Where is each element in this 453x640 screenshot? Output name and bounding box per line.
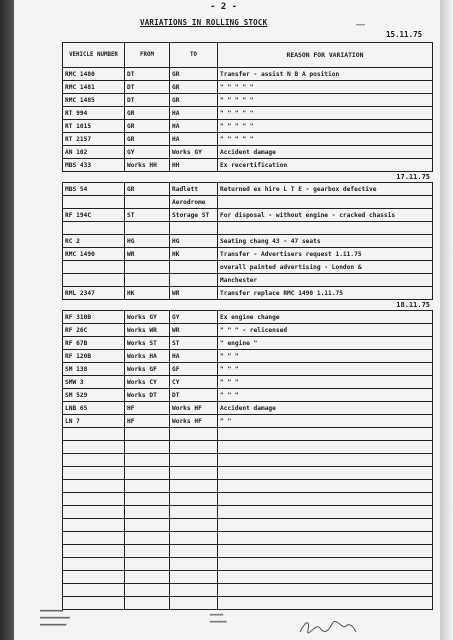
cell-vehicle-number bbox=[63, 261, 125, 274]
cell-reason: Accident damage bbox=[218, 402, 433, 415]
header-to: TO bbox=[170, 43, 218, 68]
table-row bbox=[63, 146, 433, 159]
cell-from: HG bbox=[125, 235, 170, 248]
cell-from: GR bbox=[125, 133, 170, 146]
cell-vehicle-number bbox=[63, 545, 125, 558]
table-row bbox=[63, 261, 433, 274]
cell-reason: Ex recertification bbox=[218, 159, 433, 172]
date-spacer bbox=[63, 172, 218, 183]
table-row bbox=[63, 94, 433, 107]
section-date: 18.11.75 bbox=[218, 300, 433, 311]
cell-from: Works HH bbox=[125, 159, 170, 172]
cell-to: HA bbox=[170, 120, 218, 133]
cell-to: CY bbox=[170, 376, 218, 389]
cell-reason bbox=[218, 506, 433, 519]
table-row bbox=[63, 235, 433, 248]
cell-from bbox=[125, 571, 170, 584]
cell-reason: " " " " " bbox=[218, 107, 433, 120]
cell-vehicle-number bbox=[63, 480, 125, 493]
table-row bbox=[63, 274, 433, 287]
cell-to bbox=[170, 274, 218, 287]
cell-reason bbox=[218, 545, 433, 558]
cell-from: GR bbox=[125, 120, 170, 133]
page-number: - 2 - bbox=[210, 2, 238, 12]
cell-to bbox=[170, 454, 218, 467]
cell-from: Works CY bbox=[125, 376, 170, 389]
header-from: FROM bbox=[125, 43, 170, 68]
cell-to bbox=[170, 222, 218, 235]
cell-vehicle-number: RT 994 bbox=[63, 107, 125, 120]
cell-from bbox=[125, 467, 170, 480]
cell-to bbox=[170, 597, 218, 610]
cell-from: Works ST bbox=[125, 337, 170, 350]
cell-from: HF bbox=[125, 415, 170, 428]
cell-reason: " " " bbox=[218, 363, 433, 376]
cell-vehicle-number bbox=[63, 584, 125, 597]
table-row bbox=[63, 248, 433, 261]
cell-to bbox=[170, 506, 218, 519]
cell-to: HG bbox=[170, 235, 218, 248]
cell-to: GF bbox=[170, 363, 218, 376]
cell-to: DT bbox=[170, 389, 218, 402]
cell-vehicle-number bbox=[63, 196, 125, 209]
cell-from bbox=[125, 441, 170, 454]
cell-from bbox=[125, 519, 170, 532]
table-row bbox=[63, 376, 433, 389]
cell-vehicle-number: AN 102 bbox=[63, 146, 125, 159]
cell-from bbox=[125, 597, 170, 610]
table-row bbox=[63, 222, 433, 235]
cell-reason bbox=[218, 428, 433, 441]
cell-vehicle-number: RMC 1481 bbox=[63, 81, 125, 94]
table-row bbox=[63, 571, 433, 584]
cell-from: GY bbox=[125, 146, 170, 159]
cell-from: GR bbox=[125, 183, 170, 196]
cell-reason bbox=[218, 571, 433, 584]
table-row bbox=[63, 467, 433, 480]
table-row bbox=[63, 506, 433, 519]
table-row bbox=[63, 493, 433, 506]
cell-from: Works DT bbox=[125, 389, 170, 402]
scan-edge-right bbox=[440, 0, 453, 640]
cell-from: DT bbox=[125, 81, 170, 94]
cell-to: HA bbox=[170, 350, 218, 363]
header-reason: REASON FOR VARIATION bbox=[218, 43, 433, 68]
cell-reason: " " " - relicensed bbox=[218, 324, 433, 337]
cell-reason: " engine " bbox=[218, 337, 433, 350]
cell-reason: For disposal - without engine - cracked chassis bbox=[218, 209, 433, 222]
cell-vehicle-number: RF 194C bbox=[63, 209, 125, 222]
cell-vehicle-number: RF 26C bbox=[63, 324, 125, 337]
cell-to: Aerodrome bbox=[170, 196, 218, 209]
faded-stamp: ▬▬▬ bbox=[356, 22, 366, 28]
cell-reason bbox=[218, 493, 433, 506]
cell-from bbox=[125, 261, 170, 274]
cell-to bbox=[170, 428, 218, 441]
cell-to: WR bbox=[170, 287, 218, 300]
cell-to: HA bbox=[170, 133, 218, 146]
cell-reason: " " " bbox=[218, 376, 433, 389]
cell-to bbox=[170, 261, 218, 274]
table-row bbox=[63, 454, 433, 467]
cell-vehicle-number: RMC 1480 bbox=[63, 68, 125, 81]
table-row bbox=[63, 519, 433, 532]
cell-reason: Seating chang 43 - 47 seats bbox=[218, 235, 433, 248]
cell-from bbox=[125, 454, 170, 467]
table-row bbox=[63, 324, 433, 337]
cell-vehicle-number: MBS 433 bbox=[63, 159, 125, 172]
cell-to bbox=[170, 584, 218, 597]
cell-reason bbox=[218, 532, 433, 545]
date-spacer bbox=[63, 300, 218, 311]
faded-signatory-text: ▬▬▬▬ ▬▬▬▬▬ bbox=[210, 612, 227, 625]
cell-to bbox=[170, 532, 218, 545]
cell-from: HK bbox=[125, 287, 170, 300]
table-row bbox=[63, 558, 433, 571]
cell-to: GY bbox=[170, 311, 218, 324]
cell-to: HH bbox=[170, 159, 218, 172]
cell-from: Works HA bbox=[125, 350, 170, 363]
cell-reason bbox=[218, 454, 433, 467]
cell-reason: Transfer - assist N B A position bbox=[218, 68, 433, 81]
cell-reason: Transfer - Advertisers request 1.11.75 bbox=[218, 248, 433, 261]
document-date: 15.11.75 bbox=[386, 30, 423, 39]
cell-vehicle-number bbox=[63, 454, 125, 467]
cell-from bbox=[125, 558, 170, 571]
cell-from: Works WR bbox=[125, 324, 170, 337]
cell-vehicle-number: LN 7 bbox=[63, 415, 125, 428]
cell-vehicle-number bbox=[63, 519, 125, 532]
cell-vehicle-number bbox=[63, 428, 125, 441]
cell-to bbox=[170, 519, 218, 532]
cell-vehicle-number: RT 1015 bbox=[63, 120, 125, 133]
cell-vehicle-number bbox=[63, 222, 125, 235]
document-title: VARIATIONS IN ROLLING STOCK bbox=[140, 18, 268, 27]
cell-vehicle-number: SMW 3 bbox=[63, 376, 125, 389]
rolling-stock-table bbox=[62, 42, 433, 610]
cell-vehicle-number bbox=[63, 441, 125, 454]
table-row bbox=[63, 68, 433, 81]
cell-reason: " " " bbox=[218, 350, 433, 363]
table-row bbox=[63, 363, 433, 376]
cell-from: GR bbox=[125, 107, 170, 120]
cell-vehicle-number: MBS 54 bbox=[63, 183, 125, 196]
cell-from: WR bbox=[125, 248, 170, 261]
cell-reason bbox=[218, 441, 433, 454]
cell-to bbox=[170, 467, 218, 480]
cell-to bbox=[170, 480, 218, 493]
table-row bbox=[63, 311, 433, 324]
cell-vehicle-number: RC 2 bbox=[63, 235, 125, 248]
cell-from bbox=[125, 584, 170, 597]
cell-vehicle-number bbox=[63, 467, 125, 480]
cell-vehicle-number: SM 138 bbox=[63, 363, 125, 376]
table-row bbox=[63, 532, 433, 545]
header-vehicle-number: VEHICLE NUMBER bbox=[63, 43, 125, 68]
cell-to: Works GY bbox=[170, 146, 218, 159]
cell-reason bbox=[218, 597, 433, 610]
cell-reason: Returned ex hire L T E - gearbox defective bbox=[218, 183, 433, 196]
cell-to: GR bbox=[170, 81, 218, 94]
cell-from bbox=[125, 274, 170, 287]
cell-reason: Ex engine change bbox=[218, 311, 433, 324]
handwritten-signature bbox=[298, 616, 358, 636]
faded-footer-text: ▬▬▬▬▬▬▬ ▬▬▬▬▬▬▬▬▬ ▬▬▬▬▬▬▬▬ bbox=[40, 608, 70, 628]
cell-reason bbox=[218, 480, 433, 493]
table-row bbox=[63, 350, 433, 363]
cell-from: HF bbox=[125, 402, 170, 415]
table-row bbox=[63, 107, 433, 120]
table-row bbox=[63, 480, 433, 493]
table-row bbox=[63, 300, 433, 311]
cell-reason: Accident damage bbox=[218, 146, 433, 159]
cell-vehicle-number bbox=[63, 597, 125, 610]
table-row bbox=[63, 597, 433, 610]
cell-to bbox=[170, 493, 218, 506]
cell-reason: " " " " " bbox=[218, 120, 433, 133]
table-row bbox=[63, 120, 433, 133]
table-row bbox=[63, 428, 433, 441]
table-row bbox=[63, 81, 433, 94]
cell-reason bbox=[218, 196, 433, 209]
cell-reason bbox=[218, 558, 433, 571]
cell-from: DT bbox=[125, 68, 170, 81]
table-row bbox=[63, 209, 433, 222]
cell-vehicle-number: RMC 1490 bbox=[63, 248, 125, 261]
cell-to bbox=[170, 558, 218, 571]
cell-reason bbox=[218, 584, 433, 597]
cell-reason bbox=[218, 222, 433, 235]
cell-vehicle-number: RML 2347 bbox=[63, 287, 125, 300]
table-row bbox=[63, 402, 433, 415]
cell-from bbox=[125, 532, 170, 545]
cell-to: Works HF bbox=[170, 402, 218, 415]
table-row bbox=[63, 415, 433, 428]
scan-shadow-left bbox=[0, 0, 14, 640]
cell-to bbox=[170, 545, 218, 558]
cell-from: Works GF bbox=[125, 363, 170, 376]
table-row bbox=[63, 545, 433, 558]
cell-vehicle-number: RMC 1485 bbox=[63, 94, 125, 107]
cell-vehicle-number: RF 67B bbox=[63, 337, 125, 350]
cell-vehicle-number bbox=[63, 274, 125, 287]
cell-from: Works GY bbox=[125, 311, 170, 324]
table-row bbox=[63, 389, 433, 402]
cell-from bbox=[125, 506, 170, 519]
cell-vehicle-number bbox=[63, 506, 125, 519]
table-row bbox=[63, 196, 433, 209]
cell-reason bbox=[218, 467, 433, 480]
cell-to: Radlett bbox=[170, 183, 218, 196]
cell-from bbox=[125, 428, 170, 441]
cell-reason: " " " " " bbox=[218, 81, 433, 94]
cell-to: Works HF bbox=[170, 415, 218, 428]
cell-vehicle-number: LNB 65 bbox=[63, 402, 125, 415]
cell-from bbox=[125, 222, 170, 235]
cell-reason: Manchester bbox=[218, 274, 433, 287]
cell-reason: " " " " " bbox=[218, 94, 433, 107]
table-row bbox=[63, 133, 433, 146]
cell-to bbox=[170, 571, 218, 584]
cell-vehicle-number bbox=[63, 532, 125, 545]
cell-from bbox=[125, 480, 170, 493]
cell-to bbox=[170, 441, 218, 454]
cell-to: ST bbox=[170, 337, 218, 350]
cell-reason: " " " bbox=[218, 389, 433, 402]
cell-to: HK bbox=[170, 248, 218, 261]
cell-to: GR bbox=[170, 68, 218, 81]
cell-reason: " " " " " bbox=[218, 133, 433, 146]
cell-from: DT bbox=[125, 94, 170, 107]
cell-to: Storage ST bbox=[170, 209, 218, 222]
cell-vehicle-number: RF 120B bbox=[63, 350, 125, 363]
cell-to: GR bbox=[170, 94, 218, 107]
cell-vehicle-number bbox=[63, 571, 125, 584]
table-header-row bbox=[63, 43, 433, 68]
table-row bbox=[63, 159, 433, 172]
table-row bbox=[63, 441, 433, 454]
cell-from bbox=[125, 196, 170, 209]
cell-vehicle-number bbox=[63, 558, 125, 571]
cell-from: ST bbox=[125, 209, 170, 222]
table-row bbox=[63, 287, 433, 300]
cell-reason: overall painted advertising - London & bbox=[218, 261, 433, 274]
cell-vehicle-number: RT 2157 bbox=[63, 133, 125, 146]
cell-from bbox=[125, 545, 170, 558]
cell-to: WR bbox=[170, 324, 218, 337]
cell-reason bbox=[218, 519, 433, 532]
table-row bbox=[63, 337, 433, 350]
table-row bbox=[63, 172, 433, 183]
cell-from bbox=[125, 493, 170, 506]
table-body bbox=[63, 68, 433, 610]
table-row bbox=[63, 183, 433, 196]
cell-vehicle-number bbox=[63, 493, 125, 506]
cell-vehicle-number: SM 529 bbox=[63, 389, 125, 402]
cell-reason: Transfer replace RMC 1490 1.11.75 bbox=[218, 287, 433, 300]
table-row bbox=[63, 584, 433, 597]
cell-reason: " " bbox=[218, 415, 433, 428]
cell-vehicle-number: RF 310B bbox=[63, 311, 125, 324]
section-date: 17.11.75 bbox=[218, 172, 433, 183]
cell-to: HA bbox=[170, 107, 218, 120]
